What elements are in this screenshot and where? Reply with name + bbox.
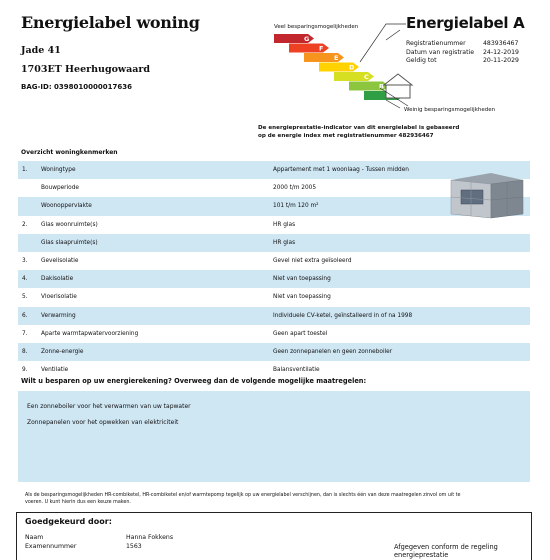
exam-number-value: 1563 [126,543,142,550]
registration-row [406,49,519,58]
index-note-line: De energieprestatie-indicator van dit energielabel is gebaseerd [258,125,460,131]
row-label: Glas slaapruimte(s) [41,239,98,246]
row-label: Woonoppervlakte [41,203,92,210]
energy-class-letter: G [304,35,310,43]
row-value: HR glas [273,221,296,228]
footnote-line: Als de besparingsmogelijkheden HR-combiketel, HR-combiketel en/of warmtepomp tegelijk op uw energielabel verschijnen, dan is slechts één van deze maatregelen zinvol om uit te [25,493,461,498]
row-number: 2. [22,221,28,228]
row-value: Niet van toepassing [273,294,331,301]
registration-number-value: 483936467 [483,40,519,47]
row-number: 5. [22,294,28,301]
measure-item: Zonnepanelen voor het opwekken van elektriciteit [27,419,179,426]
valid-until-value: 20-11-2029 [483,57,519,65]
row-number: 9. [22,367,28,374]
footnote-line: voeren. U kunt hierin dus een keuze maken. [25,500,131,506]
row-value: Niet van toepassing [273,276,331,283]
row-label: Aparte warmtapwatervoorziening [41,330,139,337]
characteristic-row [18,325,530,343]
address-street: Jade 41 [21,45,61,56]
characteristic-row [18,216,530,234]
characteristic-row [18,307,530,325]
row-label: Gevelisolatie [41,258,79,265]
approved-heading: Goedgekeurd door: [25,517,112,526]
row-label: Zonne-energie [41,348,84,355]
row-label: Ventilatie [41,367,69,374]
valid-until-label: Geldig tot [406,57,437,65]
name-label: Naam [25,534,44,541]
row-value: Geen zonnepanelen en geen zonneboiler [273,348,393,355]
exam-number-label: Examennummer [25,543,77,550]
row-number: 4. [22,276,28,283]
overview-heading: Overzicht woningkenmerken [21,149,118,156]
row-number: 3. [22,258,28,265]
bag-id: BAG-ID: 0398010000017636 [21,83,132,91]
registration-details [406,40,519,66]
energy-class-letter: C [364,73,369,81]
row-label: Vloerisolatie [41,294,77,301]
characteristic-row [18,343,530,361]
address-city: 1703ET Heerhugowaard [21,64,151,75]
characteristic-row [18,288,530,306]
many-savings-label: Veel besparingsmogelijkheden [274,24,359,30]
row-label: Glas woonruimte(s) [41,221,98,228]
row-value: HR glas [273,239,296,246]
index-note-line: op de energie index met registratienummer 482936467 [258,133,434,140]
measure-item: Een zonneboiler voor het verwarmen van uw tapwater [27,403,191,410]
pointer-line [358,20,406,68]
measures-question: Wilt u besparen op uw energierekening? Overweeg dan de volgende mogelijke maatregelen: [21,377,367,385]
row-value: Appartement met 1 woonlaag - Tussen midden [273,167,409,174]
characteristic-row [18,234,530,252]
row-number: 6. [22,312,28,319]
row-value: 101 t/m 120 m² [273,203,319,210]
row-label: Woningtype [41,167,76,174]
footnote [25,492,525,507]
registration-number-label: Registratienummer [406,40,466,47]
row-number: 7. [22,330,28,337]
energy-class-letter: E [334,54,339,62]
energy-class-letter: D [349,63,355,72]
row-value: Balansventilatie [273,367,320,374]
few-savings-label: Weinig besparingsmogelijkheden [404,107,496,113]
registration-row [406,40,519,49]
registration-date-value: 24-12-2019 [483,48,519,56]
energy-class-letter: F [319,44,324,53]
document-title: Energielabel woning [21,13,200,32]
name-value: Hanna Fokkens [126,534,174,541]
row-value: 2000 t/m 2005 [273,185,317,192]
row-label: Bouwperiode [41,185,79,192]
row-label: Verwarming [41,312,76,319]
energy-label-title: Energielabel A [406,14,525,32]
row-number: 8. [22,348,28,355]
pointer-line-lower [380,86,410,108]
registration-date-label: Datum van registratie [406,48,475,56]
row-label: Dakisolatie [41,276,74,283]
regulation-statement: Afgegeven conform de regeling energieprestatie [394,543,498,559]
row-value: Geen apart toestel [273,330,328,337]
index-note [258,124,478,140]
characteristic-row [18,270,530,288]
row-number: 1. [22,167,28,174]
apartment-building-icon [441,170,527,218]
row-value: Gevel niet extra geïsoleerd [273,258,352,265]
energy-class-letter: B [379,82,384,91]
characteristic-row [18,252,530,270]
registration-row [406,57,519,66]
row-value: Individuele CV-ketel, geïnstalleerd in of na 1998 [273,312,413,319]
measures-box [18,391,530,482]
